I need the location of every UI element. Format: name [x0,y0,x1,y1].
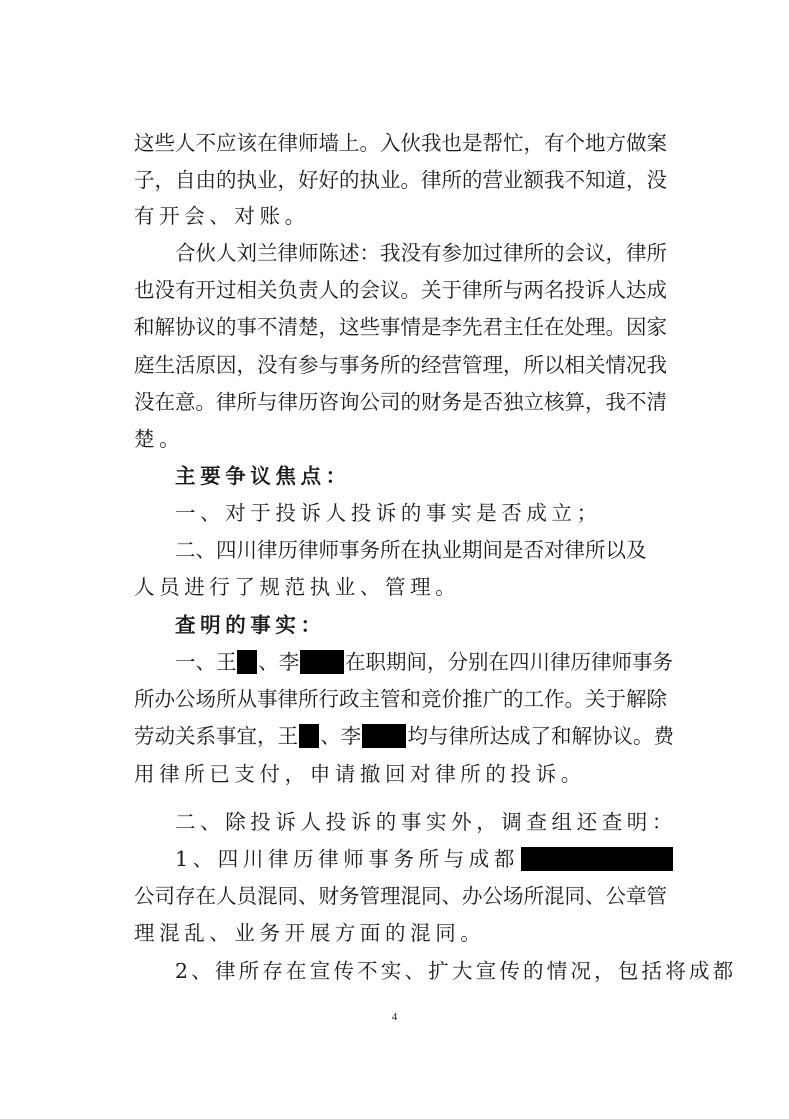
text-line: 有开会、对账。 [134,204,310,228]
redaction-block [300,650,344,674]
text-line: 2、律所存在宣传不实、扩大宣传的情况，包括将成都 [175,959,737,983]
text-line: 这些人不应该在律师墙上。入伙我也是帮忙，有个地方做案 [134,131,667,155]
text-line: 劳动关系事宜，王 、李 均与律所达成了和解协议。费 [134,724,674,748]
redaction-block [362,724,406,748]
text-line: 合伙人刘兰律师陈述：我没有参加过律所的会议，律所 [175,241,667,265]
page-number: 4 [391,1011,398,1023]
text-line: 和解协议的事不清楚，这些事情是李先君主任在处理。因家 [134,315,667,339]
text-line: 理混乱、业务开展方面的混同。 [134,921,486,945]
text-line: 也没有开过相关负责人的会议。关于律所与两名投诉人达成 [134,278,667,302]
text-line: 一、对于投诉人投诉的事实是否成立； [175,501,602,525]
text-line: 公司存在人员混同、财务管理混同、办公场所混同、公章管 [134,884,667,908]
text-line: 1、四川律历律师事务所与成都 [175,842,673,876]
text-line: 子，自由的执业，好好的执业。律所的营业额我不知道，没 [134,168,667,192]
text-line: 没在意。律所与律历咨询公司的财务是否独立核算，我不清 [134,390,667,414]
redaction-block [237,650,257,674]
text-line: 所办公场所从事律所行政主管和竞价推广的工作。关于解除 [134,687,667,711]
section-heading: 查明的事实： [175,613,326,637]
redaction-block [521,847,673,871]
text-line: 楚。 [134,427,185,451]
text-line: 二、四川律历律师事务所在执业期间是否对律所以及 [175,538,647,562]
text-line: 人员进行了规范执业、管理。 [134,575,461,599]
section-heading: 主要争议焦点： [175,464,351,488]
redaction-block [299,724,319,748]
text-line: 庭生活原因，没有参与事务所的经营管理，所以相关情况我 [134,353,667,377]
text-line: 二、除投诉人投诉的事实外，调查组还查明： [175,810,677,834]
text-line: 用律所已支付，申请撤回对律所的投诉。 [134,762,586,786]
text-line: 一、王 、李 在职期间，分别在四川律历律师事务 [175,650,673,674]
